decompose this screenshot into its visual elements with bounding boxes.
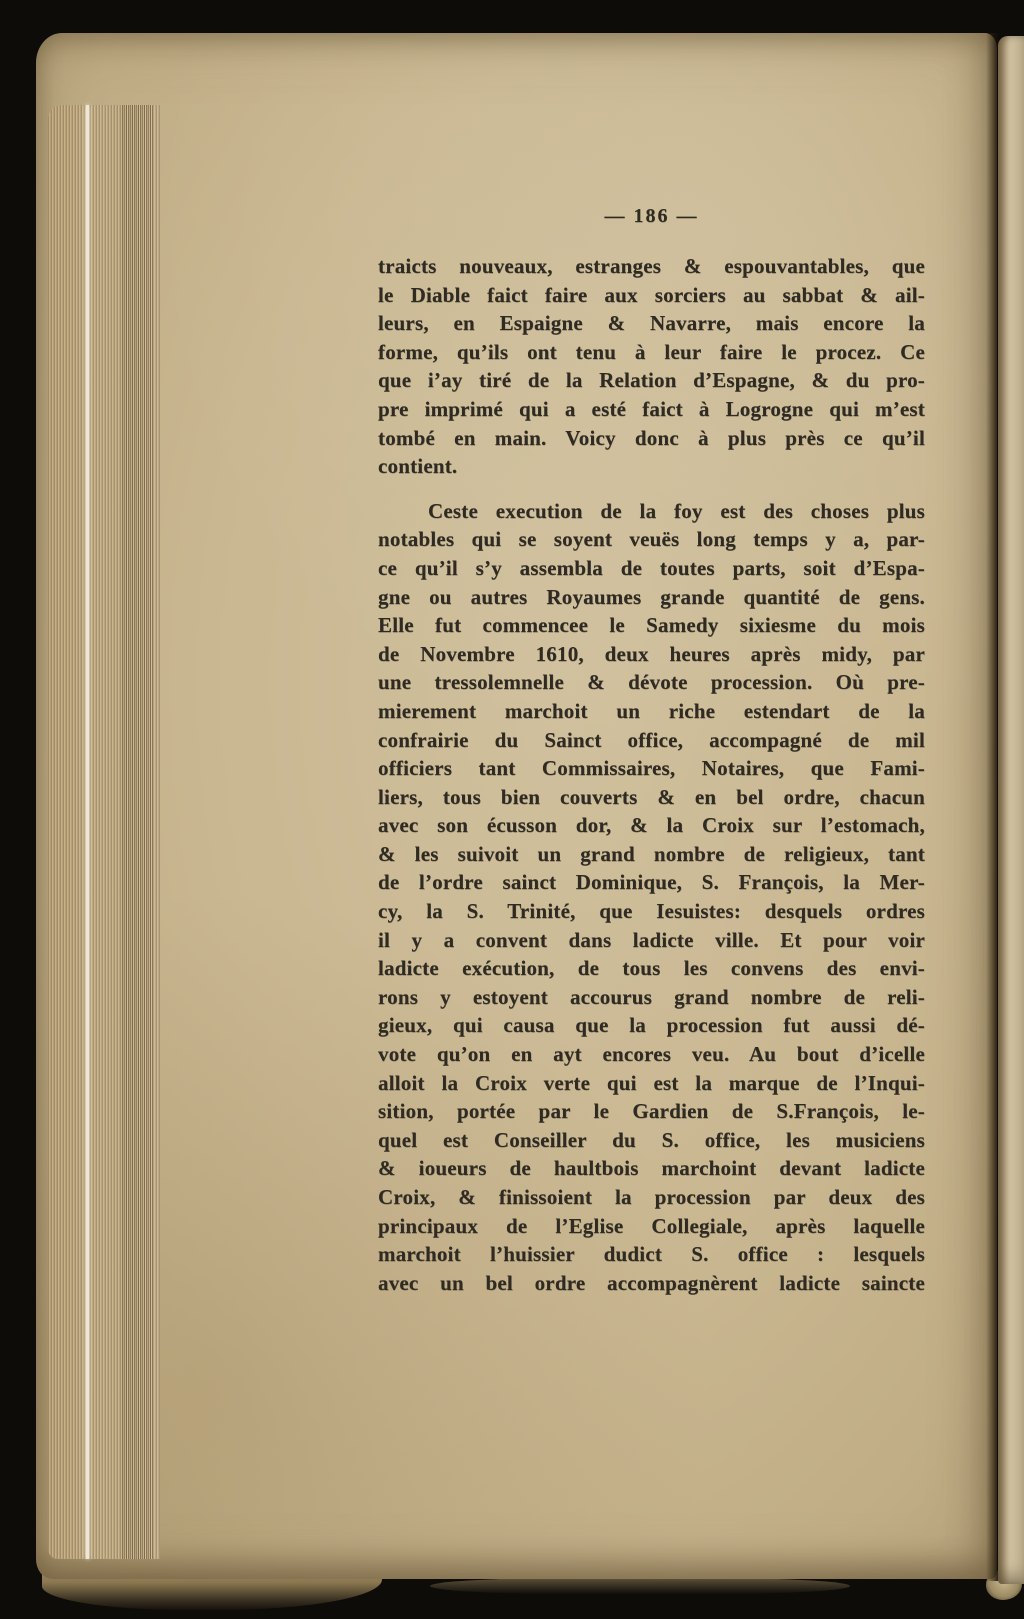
text-line: notables qui se soyent veuës long temps y a, par- (378, 527, 925, 552)
text-line: de l’ordre sainct Dominique, S. François, la Mer- (378, 870, 925, 895)
text-line: Elle fut commencee le Samedy sixiesme du mois (378, 613, 925, 638)
text-line: liers, tous bien couverts & en bel ordre, chacun (378, 784, 925, 809)
next-page-edge (998, 36, 1024, 1584)
text-line: que i’ay tiré de la Relation d’Espagne, & du pro- (378, 368, 925, 393)
paragraph (378, 497, 925, 1298)
text-column (378, 203, 925, 1297)
edge-highlight-line (86, 105, 89, 1559)
text-line: pre imprimé qui a esté faict à Logrogne qui m’est (378, 396, 925, 421)
text-line: traicts nouveaux, estranges & espouvantables, que (378, 254, 925, 278)
text-line: contient. (378, 454, 458, 479)
book-page (36, 33, 997, 1579)
text-line: mierement marchoit un riche estendart de la (378, 698, 925, 723)
text-line: une tressolemnelle & dévote procession. Où pre- (378, 670, 925, 695)
text-line: le Diable faict faire aux sorciers au sabbat & ail- (378, 282, 925, 307)
text-line: ladicte exécution, de tous les convens des envi- (378, 956, 925, 981)
text-line: ce qu’il s’y assembla de toutes parts, soit d’Espa- (378, 555, 925, 580)
text-line: gne ou autres Royaumes grande quantité de gens. (378, 584, 925, 609)
text-line: & ioueurs de haultbois marchoint devant ladicte (378, 1156, 925, 1181)
text-line: avec son écusson dor, & la Croix sur l’estomach, (378, 813, 925, 838)
text-line: & les suivoit un grand nombre de religieux, tant (378, 841, 925, 866)
text-line: officiers tant Commissaires, Notaires, que Fami- (378, 756, 925, 781)
text-line: principaux de l’Eglise Collegiale, après laquelle (378, 1213, 925, 1238)
bottom-edge-highlight (430, 1578, 850, 1594)
text-line: quel est Conseiller du S. office, les musiciens (378, 1127, 925, 1152)
text-line: Croix, & finissoient la procession par deux des (378, 1185, 925, 1209)
text-line: Ceste execution de la foy est des choses plus (428, 498, 925, 523)
text-line: vote qu’on en ayt encores veu. Au bout d’icelle (378, 1042, 925, 1067)
text-line: forme, qu’ils ont tenu à leur faire le procez. Ce (378, 339, 925, 364)
text-line: il y a convent dans ladicte ville. Et pour voir (378, 927, 925, 952)
text-line: avec un bel ordre accompagnèrent ladicte saincte (378, 1270, 925, 1295)
text-line: confrairie du Sainct office, accompagné de mil (378, 727, 925, 752)
paragraphs (378, 252, 925, 1297)
page-edge-stack (48, 105, 160, 1559)
text-line: gieux, qui causa que la procession fut aussi dé- (378, 1013, 925, 1038)
text-line: cy, la S. Trinité, que Iesuistes: desquels ordres (378, 899, 925, 924)
gutter-shadow (986, 33, 998, 1581)
page-number: — 186 — (604, 205, 699, 227)
paragraph (378, 252, 925, 481)
text-line: de Novembre 1610, deux heures après midy, par (378, 641, 925, 666)
text-line: sition, portée par le Gardien de S.François, le- (378, 1099, 925, 1124)
text-line: alloit la Croix verte qui est la marque de l’Inqui- (378, 1070, 925, 1095)
text-line: leurs, en Espaigne & Navarre, mais encore la (378, 311, 925, 336)
text-line: marchoit l’huissier dudict S. office : lesquels (378, 1242, 925, 1267)
text-line: tombé en main. Voicy donc à plus près ce qu’il (378, 425, 925, 450)
text-line: rons y estoyent accourus grand nombre de reli- (378, 984, 925, 1009)
